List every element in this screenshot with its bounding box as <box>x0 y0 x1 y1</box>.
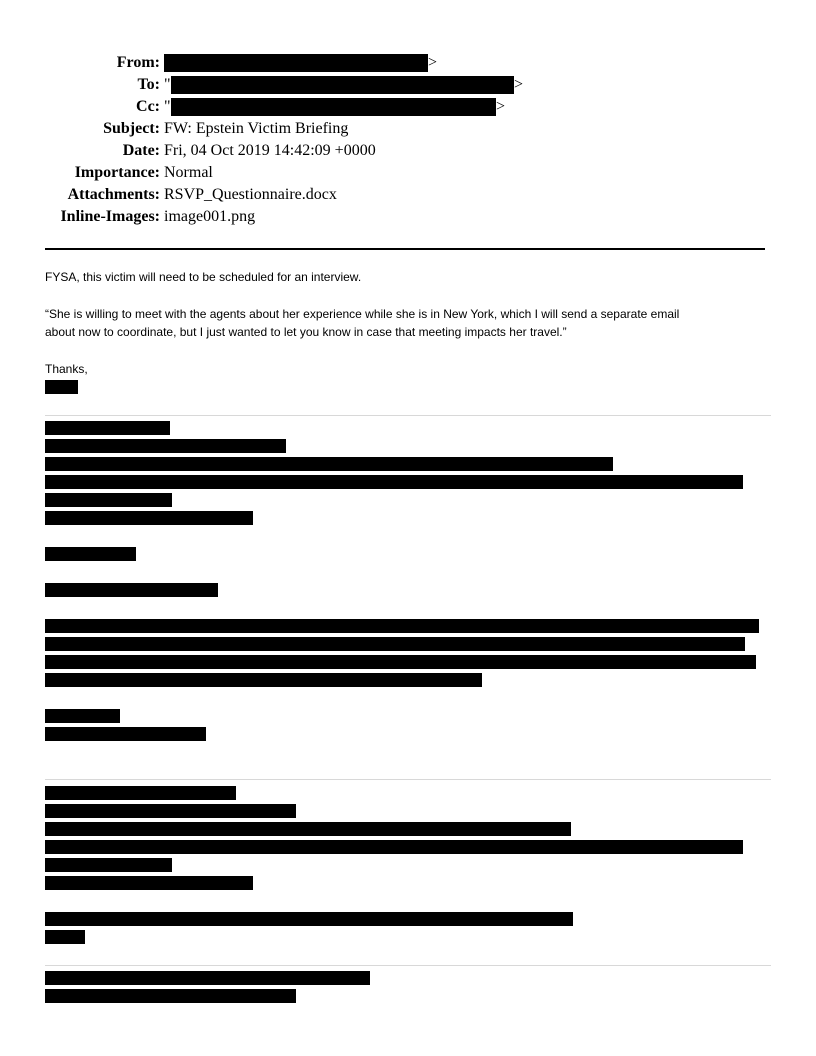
redaction-bar <box>45 727 206 741</box>
redaction-bar <box>45 457 613 471</box>
importance-row <box>0 162 816 184</box>
inline-images-row <box>0 206 816 228</box>
importance-value: Normal <box>164 164 213 181</box>
cc-row <box>0 96 816 118</box>
redaction-bar <box>45 493 172 507</box>
section-divider <box>45 965 771 966</box>
redaction-bar <box>164 54 428 72</box>
close-bracket: > <box>496 98 506 115</box>
redaction-bar <box>45 511 253 525</box>
from-label: From: <box>116 54 160 71</box>
date-value: Fri, 04 Oct 2019 14:42:09 +0000 <box>164 142 376 159</box>
redaction-bar <box>45 637 745 651</box>
quote-mark: " <box>164 98 171 115</box>
attachments-row <box>0 184 816 206</box>
redaction-bar <box>45 840 743 854</box>
header-divider <box>45 248 765 250</box>
redaction-bar <box>45 421 170 435</box>
to-row <box>0 74 816 96</box>
redaction-bar <box>45 547 136 561</box>
redacted-signature <box>45 380 78 394</box>
quote-mark: " <box>164 76 171 93</box>
redaction-bar <box>45 912 573 926</box>
email-header <box>0 0 816 240</box>
redaction-bar <box>171 98 496 116</box>
body-line-fysa: FYSA, this victim will need to be scheduled for an interview. <box>45 270 362 284</box>
subject-value: FW: Epstein Victim Briefing <box>164 120 349 137</box>
date-row <box>0 140 816 162</box>
redaction-bar <box>45 989 296 1003</box>
inline-image-file[interactable]: image001.png <box>164 208 256 225</box>
cc-label: Cc: <box>136 98 160 115</box>
attachments-label: Attachments: <box>67 186 160 203</box>
redaction-bar <box>45 822 571 836</box>
section-divider <box>45 415 771 416</box>
inline-images-label: Inline-Images: <box>60 208 160 225</box>
redaction-bar <box>45 673 482 687</box>
close-bracket: > <box>428 54 438 71</box>
redaction-bar <box>45 619 759 633</box>
redaction-bar <box>45 876 253 890</box>
redaction-bar <box>45 709 120 723</box>
redaction-bar <box>45 655 756 669</box>
date-label: Date: <box>122 142 160 159</box>
redaction-bar <box>45 971 370 985</box>
from-row <box>0 52 816 74</box>
attachment-file[interactable]: RSVP_Questionnaire.docx <box>164 186 337 203</box>
redaction-bar <box>45 930 85 944</box>
subject-row <box>0 118 816 140</box>
redaction-bar <box>45 583 218 597</box>
redaction-bar <box>171 76 514 94</box>
redaction-bar <box>45 786 236 800</box>
quote-line-1: “She is willing to meet with the agents about her experience while she is in New York, which I will send a separate email <box>45 307 680 321</box>
subject-label: Subject: <box>103 120 160 137</box>
redaction-bar <box>45 439 286 453</box>
redaction-bar <box>45 858 172 872</box>
thanks-text: Thanks, <box>45 362 88 376</box>
close-bracket: > <box>514 76 524 93</box>
section-divider <box>45 779 771 780</box>
to-label: To: <box>137 76 160 93</box>
importance-label: Importance: <box>74 164 160 181</box>
quote-line-2: about now to coordinate, but I just wanted to let you know in case that meeting impacts her travel.” <box>45 325 567 339</box>
redaction-bar <box>45 475 743 489</box>
redaction-bar <box>45 804 296 818</box>
